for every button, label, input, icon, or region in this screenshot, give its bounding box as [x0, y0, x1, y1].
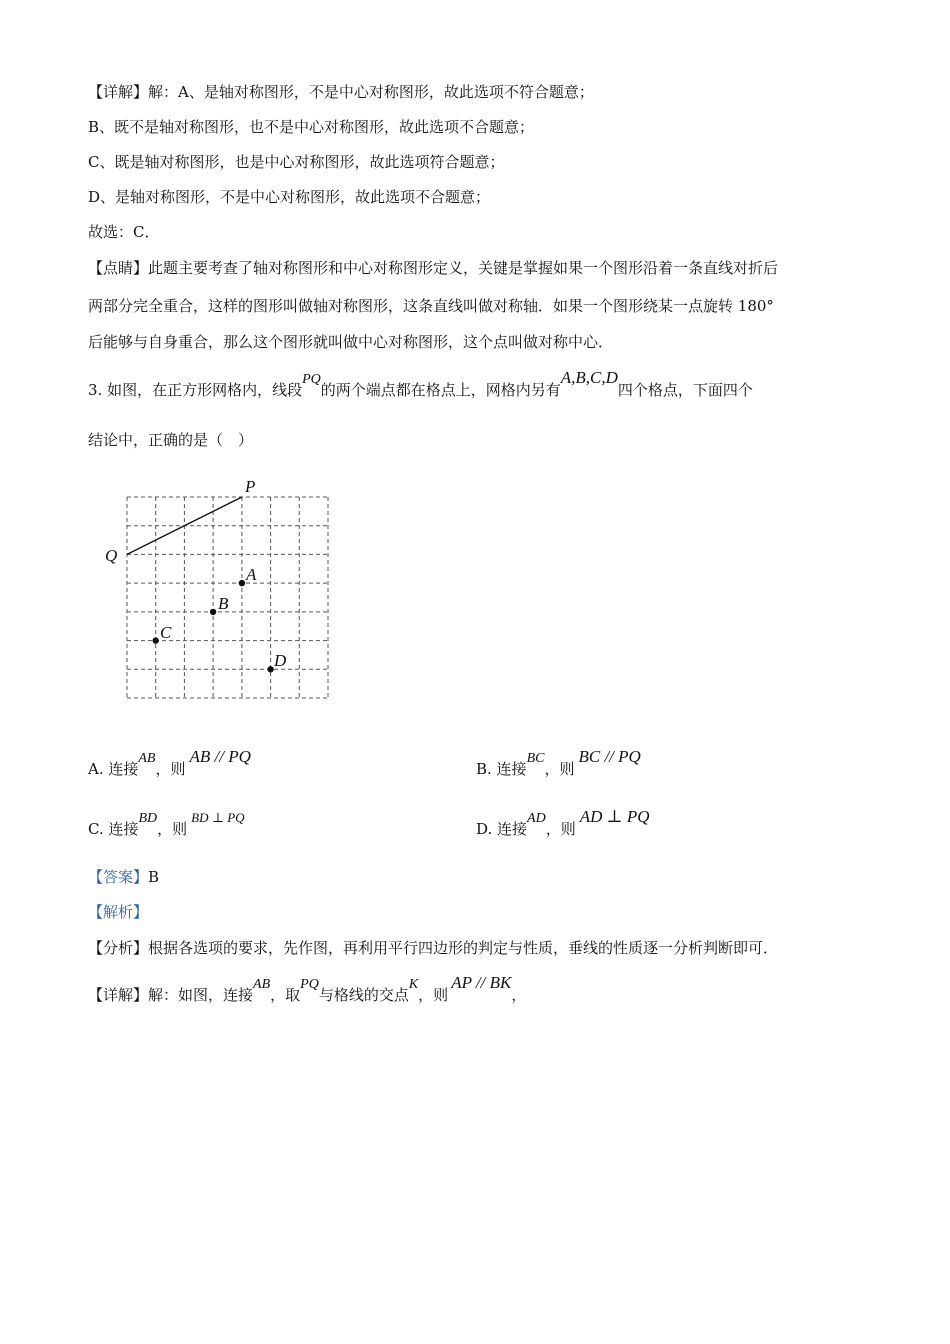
- option-d-prefix: D. 连接: [476, 820, 528, 838]
- detail-line-2: B、既不是轴对称图形，也不是中心对称图形，故此选项不合题意；: [88, 118, 535, 136]
- detail-k: K: [408, 977, 419, 992]
- option-b: [476, 747, 641, 779]
- analysis-tag: 【解析】: [88, 903, 149, 921]
- option-a-relation: AB // PQ: [189, 747, 251, 766]
- detail-line-3: C、既是轴对称图形，也是中心对称图形，故此选项符合题意；: [88, 153, 505, 171]
- option-b-seg: BC: [526, 751, 545, 766]
- answer-line: [88, 867, 159, 887]
- detail-line-4: D、是轴对称图形，不是中心对称图形，故此选项不合题意；: [88, 188, 491, 206]
- option-a-prefix: A. 连接: [88, 760, 139, 778]
- detail-ab: AB: [253, 977, 271, 992]
- label-d: D: [274, 651, 287, 670]
- remark-line-1: 【点睛】此题主要考查了轴对称图形和中心对称图形定义，关键是掌握如果一个图形沿着一条直线对折后: [88, 259, 779, 277]
- option-b-relation: BC // PQ: [578, 747, 641, 766]
- remark-line-3: 后能够与自身重合，那么这个图形就叫做中心对称图形，这个点叫做对称中心．: [88, 333, 614, 351]
- question-pq: PQ: [302, 372, 321, 387]
- detail-relation: AP // BK: [451, 973, 512, 992]
- fenxi-line: 【分析】根据各选项的要求，先作图，再利用平行四边形的判定与性质，垂线的性质逐一分析判断即可．: [88, 939, 779, 957]
- option-c-seg: BD: [138, 811, 158, 826]
- point-d: [267, 666, 273, 672]
- grid-figure: [100, 474, 340, 714]
- question-line-2: 结论中，正确的是（ ）: [88, 431, 254, 449]
- point-a: [239, 580, 245, 586]
- option-d-mid: ，则: [545, 820, 576, 838]
- grid-svg: [100, 474, 340, 714]
- answer-value: B: [148, 868, 160, 886]
- option-a-seg: AB: [138, 751, 156, 766]
- question-text-3: 四个格点，下面四个: [617, 381, 753, 399]
- detail-final-line: [88, 973, 527, 1007]
- label-p: P: [245, 477, 256, 496]
- option-a: [88, 747, 251, 779]
- detail-line-1: 【详解】解：A、是轴对称图形，不是中心对称图形，故此选项不符合题意；: [88, 83, 594, 101]
- detail-pq: PQ: [300, 977, 319, 992]
- detail-text-2: ，取: [270, 986, 301, 1004]
- question-text-1: 3. 如图，在正方形网格内，线段: [88, 381, 303, 399]
- option-a-mid: ，则: [155, 760, 186, 778]
- option-c-relation: BD ⊥ PQ: [191, 810, 245, 825]
- answer-tag: 【答案】: [88, 868, 149, 886]
- choice-line: 故选：C．: [88, 223, 160, 241]
- remark-line-2: 两部分完全重合，这样的图形叫做轴对称图形，这条直线叫做对称轴．如果一个图形绕某一点旋转 180°: [88, 297, 774, 315]
- detail-text-5: ，: [511, 986, 527, 1004]
- option-b-mid: ，则: [544, 760, 575, 778]
- label-q: Q: [105, 546, 118, 565]
- option-c-mid: ，则: [157, 820, 188, 838]
- option-d-relation: AD ⊥ PQ: [579, 807, 650, 826]
- option-b-prefix: B. 连接: [476, 760, 527, 778]
- question-line-1: [88, 368, 753, 402]
- detail-text-4: ，则: [418, 986, 449, 1004]
- option-c: [88, 810, 245, 839]
- point-b: [210, 609, 216, 615]
- question-abcd: A,B,C,D: [560, 368, 618, 387]
- label-b: B: [218, 594, 229, 613]
- point-c: [153, 637, 159, 643]
- option-d-seg: AD: [527, 811, 546, 826]
- detail-text-3: 与格线的交点: [318, 986, 409, 1004]
- option-c-prefix: C. 连接: [88, 820, 139, 838]
- label-c: C: [160, 623, 172, 642]
- label-a: A: [246, 565, 257, 584]
- question-text-2: 的两个端点都在格点上，网格内另有: [320, 381, 561, 399]
- option-d: [476, 807, 650, 839]
- detail-text-1: 【详解】解：如图，连接: [88, 986, 254, 1004]
